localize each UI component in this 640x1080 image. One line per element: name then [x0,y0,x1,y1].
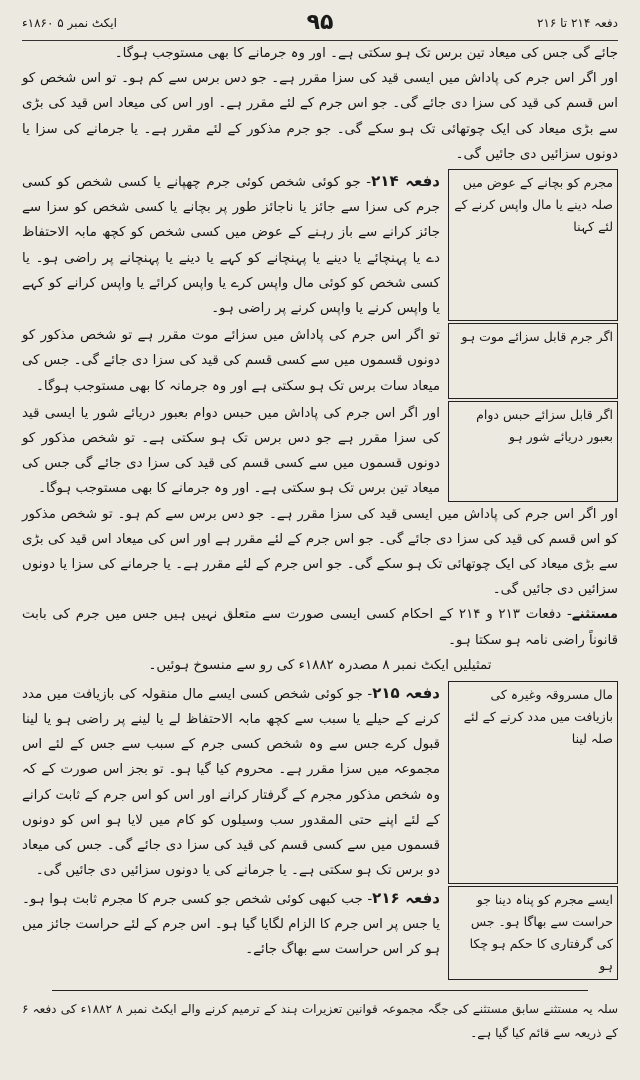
clause-text: اور اگر اس جرم کی پاداش میں حبس دوام بعبور دریائے شور یا ایسی قید کی سزا مقرر ہے جو دس برس تک ہو سکتی ہے۔ تو شخص مذکور کو دونوں قسموں میں سے کسی قسم کی قید کی سزا دی جائے گی جس کی میعاد تین برس تک ہو سکتی ہے۔ اور وہ جرمانے کا بھی مستوجب ہوگا۔ [22,405,440,497]
section-body [22,681,440,884]
paragraph: اور اگر اس جرم کی پاداش میں ایسی قید کی سزا مقرر ہے۔ جو دس برس سے کم ہو۔ تو اس شخص کو اس قسم کی قید کی سزا دی جائے گی۔ جو اس جرم کے لئے مقرر ہے۔ اور اس کی میعاد اس قید کی بڑی سے بڑی میعاد کی ایک چوتھائی تک ہو سکے گی۔ جو جرم مذکور کے لئے مقرر ہے۔ یا جرمانے کی سزا یا دونوں سزائیں دی جائیں گی۔ [22,71,618,162]
section-215 [22,681,618,884]
marginal-note: اگر جرم قابل سزائے موت ہو [448,323,618,399]
marginal-note: ایسے مجرم کو پناہ دینا جو حراست سے بھاگا ہو۔ جس کی گرفتاری کا حکم ہو چکا ہو [448,886,618,980]
section-heading: دفعہ ۲۱۴ [371,172,440,191]
marginal-note: مجرم کو بچانے کے عوض میں صلہ دینے یا مال واپس کرنے کے لئے کہنا [448,169,618,321]
illustrations-note: تمثیلیں ایکٹ نمبر ۸ مصدرہ ۱۸۸۲ء کی رو سے منسوخ ہوئیں۔ [148,657,492,673]
marginal-note: مال مسروقہ وغیرہ کی بازیافت میں مدد کرنے کے لئے صلہ لینا [448,681,618,884]
page-number: ۹۵ [306,10,334,35]
page-header [22,10,618,41]
marginal-note: اگر قابل سزائے حبس دوام بعبور دریائے شور ہو [448,401,618,502]
section-body [22,886,440,980]
footnote: سلہ یہ مستثنے سابق مستثنے کی جگہ مجموعہ قوانین تعزیرات ہند کے ترمیم کرنے والے ایکٹ نمبر ۸ ۱۸۸۲ء کی دفعہ ۶ کے ذریعہ سے قائم کیا گیا ہے۔ [22,1001,618,1040]
section-text: - جو کوئی شخص کسی ایسے مال منقولہ کی بازیافت میں مدد کرنے کے حیلے یا سبب سے کچھ مابہ الاحتفاظ لے یا لینے پر راضی ہو یا لینا قبول کرے جس سے وہ شخص کسی جرم کے سبب سے جس کے لئے اس مجموعہ میں سزا مقرر ہے۔ محروم کیا گیا ہو۔ تو بجز اس صورت کے کہ وہ شخص مذکور مجرم کے گرفتار کرانے اور اس کو اس جرم کے ثابت کرانے کے لئے اپنے حتی المقدور سب وسیلوں کو کام میں لایا ہو اس کو دونوں قسموں میں سے کسی قسم کی قید کی سزا دی جائے گی۔ جس کی میعاد دو برس تک ہو سکتی ہے۔ یا جرمانے کی یا دونوں سزائیں دی جائیں گی۔ [22,686,440,879]
section-216 [22,886,618,980]
paragraph: جائے گی جس کی میعاد تین برس تک ہو سکتی ہے۔ اور وہ جرمانے کا بھی مستوجب ہوگا۔ [114,46,618,61]
footnote-divider [52,990,588,991]
section-text: - جو کوئی شخص کوئی جرم چھپانے یا کسی شخص کو کسی جرم کی سزا سے جائز یا ناجائز طور پر بچانے یا کسی شخص کو سزا سے جائز کرانے سے باز رہنے کے عوض میں کسی شخص کو کچھ مابہ الاحتفاظ دے یا پہنچائے یا دینے یا پہنچانے کو کہے یا دینے یا پہنچانے پر راضی ہو۔ یا کسی شخص کو کوئی مال واپس کرے یا واپس کرائے یا واپس کرانے کو کہے یا واپس کرنے یا واپس کرنے پر راضی ہو۔ [22,175,440,317]
section-body [22,169,440,321]
section-heading: دفعہ ۲۱۶ [372,888,440,907]
section-214-clause-transportation [22,401,618,502]
exception-paragraph [22,602,618,652]
exception-label: مستثنے [571,607,618,623]
section-heading: دفعہ ۲۱۵ [372,683,440,702]
section-214-clause-death [22,323,618,399]
clause-text: تو اگر اس جرم کی پاداش میں سزائے موت مقرر ہے تو شخص مذکور کو دونوں قسموں میں سے کسی قسم کی قید کی سزا دی جائے گی۔ جس کی میعاد سات برس تک ہو سکتی ہے اور وہ جرمانہ کا بھی مستوجب ہوگا۔ [22,328,440,394]
paragraph: اور اگر اس جرم کی پاداش میں ایسی قید کی سزا مقرر ہے۔ جو دس برس سے کم ہو۔ تو شخص مذکور کو اس قسم کی قید کی سزا دی جائے گی۔ جو اس جرم کے لئے مقرر ہے اور اس کی میعاد اس قید کی بڑی سے بڑی میعاد کی ایک چوتھائی تک ہو سکے گی۔ جو اس جرم کے لئے مقرر ہے۔ یا جرمانے کی سزا یا دونوں سزائیں دی جائیں گی۔ [22,506,618,598]
header-act-number: ایکٹ نمبر ۵ ۱۸۶۰ء [22,16,117,30]
exception-text: - دفعات ۲۱۳ و ۲۱۴ کے احکام کسی ایسی صورت سے متعلق نہیں ہیں جس میں جرم کی بابت قانوناً راضی نامہ ہو سکتا ہو۔ [22,607,618,648]
section-214 [22,169,618,321]
section-text: - جب کبھی کوئی شخص جو کسی جرم کا مجرم ثابت ہوا ہو۔ یا جس پر اس جرم کا الزام لگایا گیا ہو۔ اس جرم کے لئے حراست جائز میں ہو کر اس حراست سے بھاگ جائے۔ [22,891,440,957]
header-section-range: دفعہ ۲۱۴ تا ۲۱۶ [536,16,618,30]
